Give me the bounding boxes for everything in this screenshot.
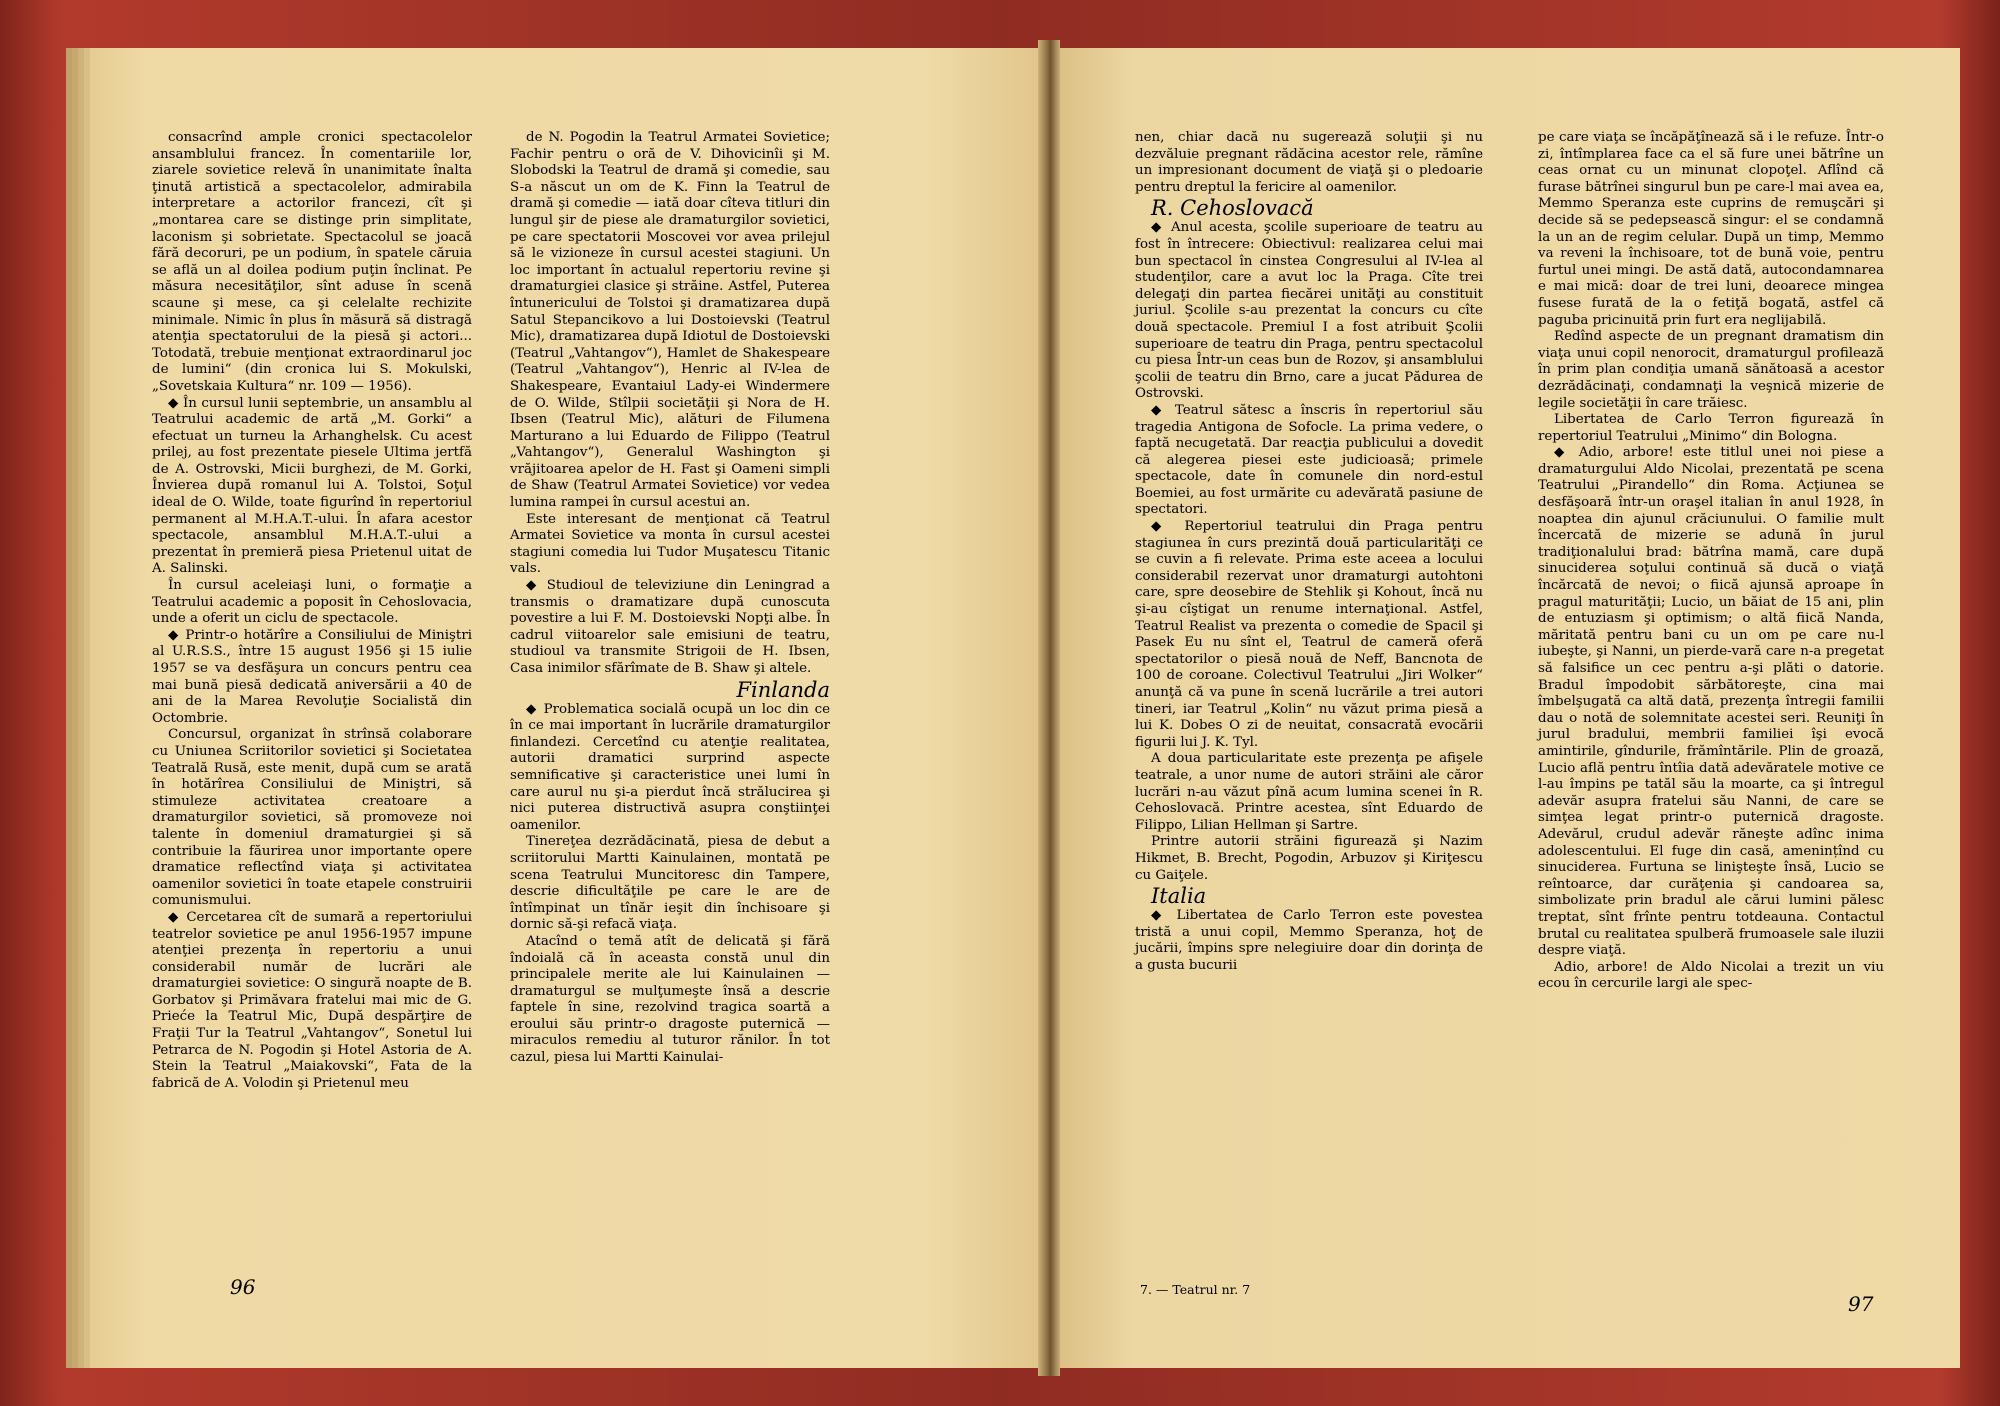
paragraph: Printre autorii străini figurează şi Nazim Hikmet, B. Brecht, Pogodin, Arbuzov şi Kiriţescu cu Gaiţele.: [1135, 834, 1483, 883]
paragraph: Libertatea de Carlo Terron figurează în repertoriul Teatrului „Minimo“ din Bologna.: [1538, 412, 1884, 444]
right-page-column-2: [1538, 130, 1884, 1310]
paragraph: Adio, arbore! de Aldo Nicolai a trezit un viu ecou în cercurile largi ale spec-: [1538, 959, 1884, 992]
book-gutter: [1038, 40, 1060, 1376]
paragraph: Tinereţea dezrădăcinată, piesa de debut a scriitorului Martti Kainulainen, montată pe scena Teatrului Muncitoresc din Tampere, descrie dificultăţile pe care le are de întîmpinat un tînăr ieşit din închisoare şi dornic să-şi refacă viaţa.: [510, 834, 830, 933]
paragraph: ◆ Problematica socială ocupă un loc din ce în ce mai important în lucrările dramaturgilor finlandezi. Cercetînd cu atenţie realitatea, autorii dramatici surprind aspecte semnificative şi caracteristice unei lumi în care aurul nu şi-a pierdut încă strălucirea şi nici puterea distructivă asupra conştiinţei oamenilor.: [510, 702, 830, 835]
paragraph: Atacînd o temă atît de delicată şi fără îndoială că în aceasta constă unul din principalele merite ale lui Kainulainen — dramaturgul se mulţumeşte însă a descrie faptele în sine, rezolvind tragica soartă a eroului său printr-o dragoste puternică — miraculos remediu al tuturor rănilor. În tot cazul, piesa lui Martti Kainulai-: [510, 933, 830, 1066]
paragraph: Este interesant de menţionat că Teatrul Armatei Sovietice va monta în cursul acestei stagiuni comedia lui Tudor Muşatescu Titanic vals.: [510, 511, 830, 577]
paragraph: consacrînd ample cronici spectacolelor ansamblului francez. În comentariile lor, ziarele sovietice relevă în unanimitate înalta ţinută artistică a spectacolelor, admirabila interpretare a actorilor francezi, cît şi „montarea care se distinge prin simplitate, laconism şi sobrietate. Spectacolul se joacă fără decoruri, pe un podium, în spatele căruia se află un al doilea podium puţin înclinat. Pe măsura necesităţilor, sînt aduse în scenă scaune şi mese, ca şi celelalte rechizite minimale. Nimic în plus în măsură să distragă atenţia spectatorului de la piesă şi actori... Totodată, trebuie menţionat extraordinarul joc de lumini“ (din cronica lui S. Mokulski, „Sovetskaia Kultura“ nr. 109 — 1956).: [152, 130, 472, 394]
paragraph: ◆ În cursul lunii septembrie, un ansamblu al Teatrului academic de artă „M. Gorki“ a efectuat un turneu la Arhanghelsk. Cu acest prilej, au fost prezentate piesele Ultima jertfă de A. Ostrovski, Micii burghezi, de M. Gorki, Învierea după romanul lui A. Tolstoi, Soţul ideal de O. Wilde, toate figurînd în repertoriul permanent al M.H.A.T.-ului. În afara acestor spectacole, ansamblul M.H.A.T.-ului a prezentat în premieră piesa Prietenul uitat de A. Salinski.: [152, 396, 472, 579]
paragraph: ◆ Studioul de televiziune din Leningrad a transmis o dramatizare după cunoscuta povestire a lui F. M. Dostoievski Nopţi albe. În cadrul viitoarelor sale emisiuni de teatru, studioul va transmite Strigoii de H. Ibsen, Casa inimilor sfărîmate de B. Shaw şi altele.: [510, 578, 830, 678]
section-heading: Finlanda: [736, 677, 830, 702]
paragraph: ◆ Libertatea de Carlo Terron este povestea tristă a unui copil, Memmo Speranza, hoţ de jucării, împins spre nelegiuire doar din dorinţa de a gusta bucurii: [1135, 908, 1483, 974]
paragraph: ◆ Anul acesta, şcolile superioare de teatru au fost în întrecere: Obiectivul: realizarea celui mai bun spectacol în cinstea Congresului al IV-lea al studenţilor, care a avut loc la Praga. Cîte trei delegaţi din partea fiecărei unităţi au constituit juriul. Şcolile s-au prezentat la concurs cu cîte două spectacole. Premiul I a fost atribuit Şcolii superioare de teatru din Praga, pentru spectacolul cu piesa Într-un ceas bun de Rozov, şi ansamblului şcolii de teatru din Brno, care a jucat Pădurea de Ostrovski.: [1135, 220, 1483, 403]
paragraph: de N. Pogodin la Teatrul Armatei Sovietice; Fachir pentru o oră de V. Dihovicinîi şi M. Slobodski la Teatrul de dramă şi comedie, sau S-a născut un om de K. Finn la Teatrul de dramă şi comedie — iată doar cîteva titluri din lungul şir de piese ale dramaturgilor sovietici, pe care spectatorii Moscovei vor avea prilejul să le vizioneze în cursul acestei stagiuni. Un loc important în actualul repertoriu revine şi dramaturgiei clasice şi străine. Astfel, Puterea întunericului de Tolstoi şi dramatizarea după Satul Stepancikovo a lui Dostoievski (Teatrul Mic), dramatizarea după Idiotul de Dostoievski (Teatrul „Vahtangov“), Hamlet de Shakespeare (Teatrul „Vahtangov“), Henric al IV-lea de Shakespeare, Evantaiul Lady-ei Windermere de O. Wilde, Stîlpii societăţii şi Nora de H. Ibsen (Teatrul Mic), alături de Filumena Marturano a lui Eduardo de Filippo (Teatrul „Vahtangov“), Generalul Washington şi vrăjitoarea apelor de H. Fast şi Oameni simpli de Shaw (Teatrul Armatei Sovietice) vor vedea lumina rampei în cursul acestui an.: [510, 130, 830, 511]
paragraph: ◆ Teatrul sătesc a înscris în repertoriul său tragedia Antigona de Sofocle. La prima vedere, o faptă necugetată. Dar reacţia publicului a dovedit că alegerea piesei este judicioasă; primele spectacole, date în comunele din nord-estul Boemiei, au fost urmărite cu adevărată pasiune de spectatori.: [1135, 403, 1483, 519]
section-heading: R. Cehoslovacă: [1151, 196, 1314, 221]
paragraph: pe care viaţa se încăpăţînează să i le refuze. Într-o zi, întîmplarea face ca el să fure unei bătrîne un ceas ornat cu un minunat clopoţel. Aflînd că furase bătrînei singurul bun pe care-l mai avea ea, Memmo Speranza este cuprins de remuşcări şi decide să se pedepsească singur: el se condamnă la un an de regim celular. După un timp, Memmo va reveni la închisoare, tot de bună voie, pentru furtul unei mingi. De astă dată, autocondamnarea e mai mică: doar de trei luni, deoarece mingea fusese furată de la o fetiţă bogată, astfel că paguba pricinuită prin furt era neglijabilă.: [1538, 130, 1884, 328]
paragraph: ◆ Adio, arbore! este titlul unei noi piese a dramaturgului Aldo Nicolai, prezentată pe scena Teatrului „Pirandello“ din Roma. Acţiunea se desfăşoară într-un oraşel italian în anul 1928, în noaptea din ajunul crăciunului. O familie mult încercată de mizerie se adună în jurul tradiţionalului brad: bătrîna mamă, care după sinuciderea soţului continuă să ducă o viaţă încărcată de nevoi; o fiică ajunsă aproape în pragul maturităţii; Lucio, un băiat de 15 ani, plin de entuziasm şi optimism; o altă fiică Nanda, măritată pentru bani cu un om pe care nu-l iubeşte, şi Nanni, un pierde-vară care n-a pregetat să falsifice un cec pentru a-şi plăti o datorie. Bradul împodobit sărbătoreşte, cina mai îmbelşugată ca altă dată, prezenţa întregii familii dau o notă de solemnitate acestei seri. Reuniţi în jurul bradului, membrii familiei îşi evocă amintirile, gîndurile, frămîntările. Plin de groază, Lucio află pentru întîia dată adevăratele motive ce l-au împins pe tatăl său la moarte, ca şi întregul adevăr asupra fratelui său Nanni, de care se simţea legat printr-o puternică dragoste. Adevărul, crudul adevăr răneşte adînc inima adolescentului. El fuge din casă, amenințînd cu sinuciderea. Furtuna se linişteşte însă, Lucio se reîntoarce, dar curăţenia şi candoarea sa, simbolizate prin bradul ale cărui lumini pălesc treptat, sînt frînte pentru totdeauna. Contactul brutal cu realitatea spulberă frumoasele sale iluzii despre viaţă.: [1538, 445, 1884, 959]
page-number-right: 97: [1848, 1292, 1874, 1316]
paragraph: În cursul aceleiaşi luni, o formaţie a Teatrului academic a poposit în Cehoslovacia, unde a oferit un ciclu de spectacole.: [152, 578, 472, 627]
paragraph: ◆ Repertoriul teatrului din Praga pentru stagiunea în curs prezintă două particularităţi ce se cuvin a fi relevate. Prima este aceea a locului considerabil rezervat unor dramaturgi autohtoni care, spre deosebire de Stehlik şi Kohout, încă nu şi-au cîştigat un renume internaţional. Astfel, Teatrul Realist va prezenta o comedie de Spacil şi Pasek Eu nu sînt el, Teatrul de cameră oferă spectatorilor o piesă nouă de Neff, Bancnota de 100 de coroane. Colectivul Teatrului „Jiri Wolker“ anunţă că va pune în scenă lucrările a trei autori tineri, iar Teatrul „Kolin“ nu văzut prima piesă a lui K. Dobes O zi de neuitat, consacrată evocării figurii lui J. K. Tyl.: [1135, 519, 1483, 751]
section-heading: Italia: [1151, 884, 1207, 909]
right-page-column-1: [1135, 130, 1483, 1310]
left-page-column-1: [152, 130, 472, 1280]
paragraph: ◆ Printr-o hotărîre a Consiliului de Miniştri al U.R.S.S., între 15 august 1956 şi 15 iulie 1957 se va desfăşura un concurs pentru cea mai bună piesă dedicată aniversării a 40 de ani de la Marea Revoluţie Socialistă din Octombrie.: [152, 628, 472, 728]
paragraph: Redînd aspecte de un pregnant dramatism din viaţa unui copil nenorocit, dramaturgul profilează în prim plan condiţia umană sănătoasă a acestor dezrădăcinaţi, condamnaţi la veşnică mizerie de legile societăţii în care trăiesc.: [1538, 329, 1884, 411]
paragraph: A doua particularitate este prezenţa pe afişele teatrale, a unor nume de autori străini ale căror lucrări n-au văzut pînă acum lumina scenei în R. Cehoslovacă. Printre acestea, sînt Eduardo de Filippo, Lilian Hellman şi Sartre.: [1135, 751, 1483, 833]
page-number-left: 96: [230, 1275, 256, 1299]
paragraph: nen, chiar dacă nu sugerează soluţii şi nu dezvăluie pregnant rădăcina acestor rele, rămîne un impresionant document de viaţă şi o pledoarie pentru dreptul la fericire al oamenilor.: [1135, 130, 1483, 195]
paragraph: ◆ Cercetarea cît de sumară a repertoriului teatrelor sovietice pe anul 1956-1957 impune atenţiei prezenţa în repertoriu a unui considerabil număr de lucrări ale dramaturgiei sovietice: O singură noapte de B. Gorbatov şi Primăvara fratelui mai mic de G. Prieće la Teatrul Mic, După despărţire de Fraţii Tur la Teatrul „Vahtangov“, Sonetul lui Petrarca de N. Pogodin şi Hotel Astoria de A. Stein la Teatrul „Maiakovski“, Fata de la fabrică de A. Volodin şi Prietenul meu: [152, 910, 472, 1093]
paragraph: Concursul, organizat în strînsă colaborare cu Uniunea Scriitorilor sovietici şi Societatea Teatrală Rusă, este menit, după cum se arată în hotărîrea Consiliului de Miniştri, să stimuleze activitatea creatoare a dramaturgilor sovietici, să promoveze noi talente în domeniul dramaturgiei şi să contribuie la făurirea unor importante opere dramatice reflectînd viaţa şi activitatea oamenilor sovietici în toate etapele construirii comunismului.: [152, 727, 472, 909]
left-page-column-2: [510, 130, 830, 1280]
page-footer: 7. — Teatrul nr. 7: [1140, 1282, 1251, 1297]
